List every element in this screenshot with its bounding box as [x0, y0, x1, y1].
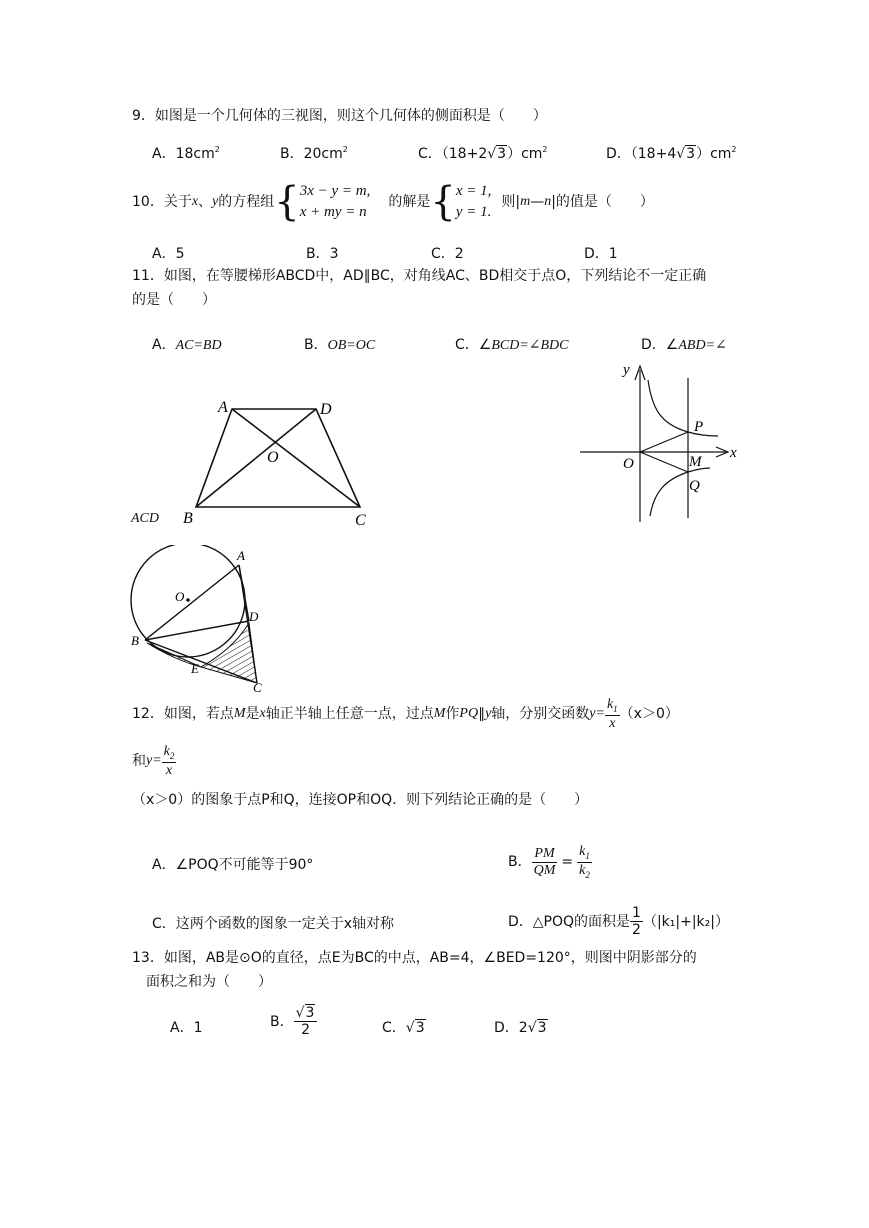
q13-option-a: A．1: [170, 1020, 203, 1036]
q12-stem-line2: 和 y= $\frac{k_2}{x}$: [132, 744, 175, 778]
q10-solution: { x = 1, y = 1.: [430, 179, 492, 225]
q13-option-b: B． $\frac{√3}{2}$: [270, 1006, 317, 1037]
q9-option-c: C．$(18+2√3)cm^2$: [418, 145, 548, 162]
q10-equation-system: { 3x − y = m, x + my = n: [274, 179, 371, 225]
trap-label-o: O: [267, 449, 279, 466]
q9-option-b: B．$20cm^2$: [280, 145, 348, 162]
q13-option-c: C．√3: [382, 1020, 425, 1036]
q11-option-a: A．AC=BD: [152, 337, 222, 353]
q12-option-a: A．∠POQ不可能等于90°: [152, 857, 314, 873]
q10-option-a: A．5: [152, 246, 185, 262]
q12-stem-line3: （x＞0）的图象于点P和Q，连接OP和OQ．则下列结论正确的是（ ）: [132, 792, 589, 808]
q11-option-d: D．∠ABD=∠: [641, 337, 727, 353]
q12-option-c: C．这两个函数的图象一定关于x轴对称: [152, 916, 395, 932]
trap-label-b: B: [183, 510, 193, 527]
q12-k1-over-x: $\frac{k_1}{x}$: [606, 697, 618, 731]
q10-option-d: D．1: [584, 246, 618, 262]
q11-option-d-continued: ACD: [131, 511, 159, 526]
q11-option-b: B．OB=OC: [304, 337, 376, 353]
q13-stem-line2: 面积之和为（ ）: [146, 974, 272, 990]
circle-label-o: O: [175, 589, 185, 604]
circle-label-e: E: [191, 661, 199, 676]
hyper-label-x: x: [730, 445, 737, 461]
q10-option-b: B．3: [306, 246, 339, 262]
circle-figure: [125, 545, 275, 695]
q12-option-d: D．△POQ的面积是 $\frac{1}{2}$ （|k₁|+|k₂|）: [508, 905, 729, 938]
q9-option-a: A．$18cm^2$: [152, 145, 220, 162]
trap-label-c: C: [355, 512, 366, 529]
trap-label-d: D: [320, 401, 332, 418]
q11-option-c: C．∠BCD=∠BDC: [455, 337, 569, 353]
q9-stem: 9．如图是一个几何体的三视图，则这个几何体的侧面积是（ ）: [132, 108, 547, 124]
circle-label-d: D: [249, 609, 259, 624]
q11-stem-line1: 11．如图，在等腰梯形ABCD中，AD∥BC，对角线AC、BD相交于点O，下列结论不一定正确: [132, 268, 707, 284]
hyper-label-m: M: [689, 454, 702, 470]
q11-stem-line2: 的是（ ）: [132, 292, 216, 308]
q10-option-c: C．2: [431, 246, 464, 262]
hyper-label-o: O: [623, 456, 634, 472]
q13-stem-line1: 13．如图，AB是⊙O的直径，点E为BC的中点，AB=4，∠BED=120°，则图中阴影部分的: [132, 950, 697, 966]
q12-option-b: B． $\frac{PM}{QM}$ = $\frac{k_1}{k_2}$: [508, 844, 590, 880]
hyper-label-y: y: [623, 362, 630, 378]
circle-label-a: A: [237, 548, 245, 563]
hyper-label-p: P: [694, 419, 704, 435]
q12-stem-line1: 12．如图，若点 M 是 x 轴正半轴上任意一点，过点 M 作 PQ ∥ y 轴，分别交函数 y= $\frac{k_1}{x}$ （x＞0）: [132, 697, 679, 731]
trap-label-a: A: [218, 399, 228, 416]
hyper-label-q: Q: [689, 478, 700, 494]
trapezoid-figure: [180, 395, 380, 530]
q13-option-d: D．2√3: [494, 1020, 547, 1036]
q12-k2-over-x: $\frac{k_2}{x}$: [163, 744, 175, 778]
q10-stem: 10．关于 x 、 y 的方程组 { 3x − y = m, x + my = n 的解是 { x = 1, y = 1. 则| m — n |的值是（ ）: [132, 179, 654, 225]
hyperbola-figure: [578, 358, 748, 528]
circle-label-c: C: [253, 680, 262, 695]
q9-option-d: D．$(18+4√3)cm^2$: [606, 145, 737, 162]
circle-label-b: B: [131, 633, 139, 648]
